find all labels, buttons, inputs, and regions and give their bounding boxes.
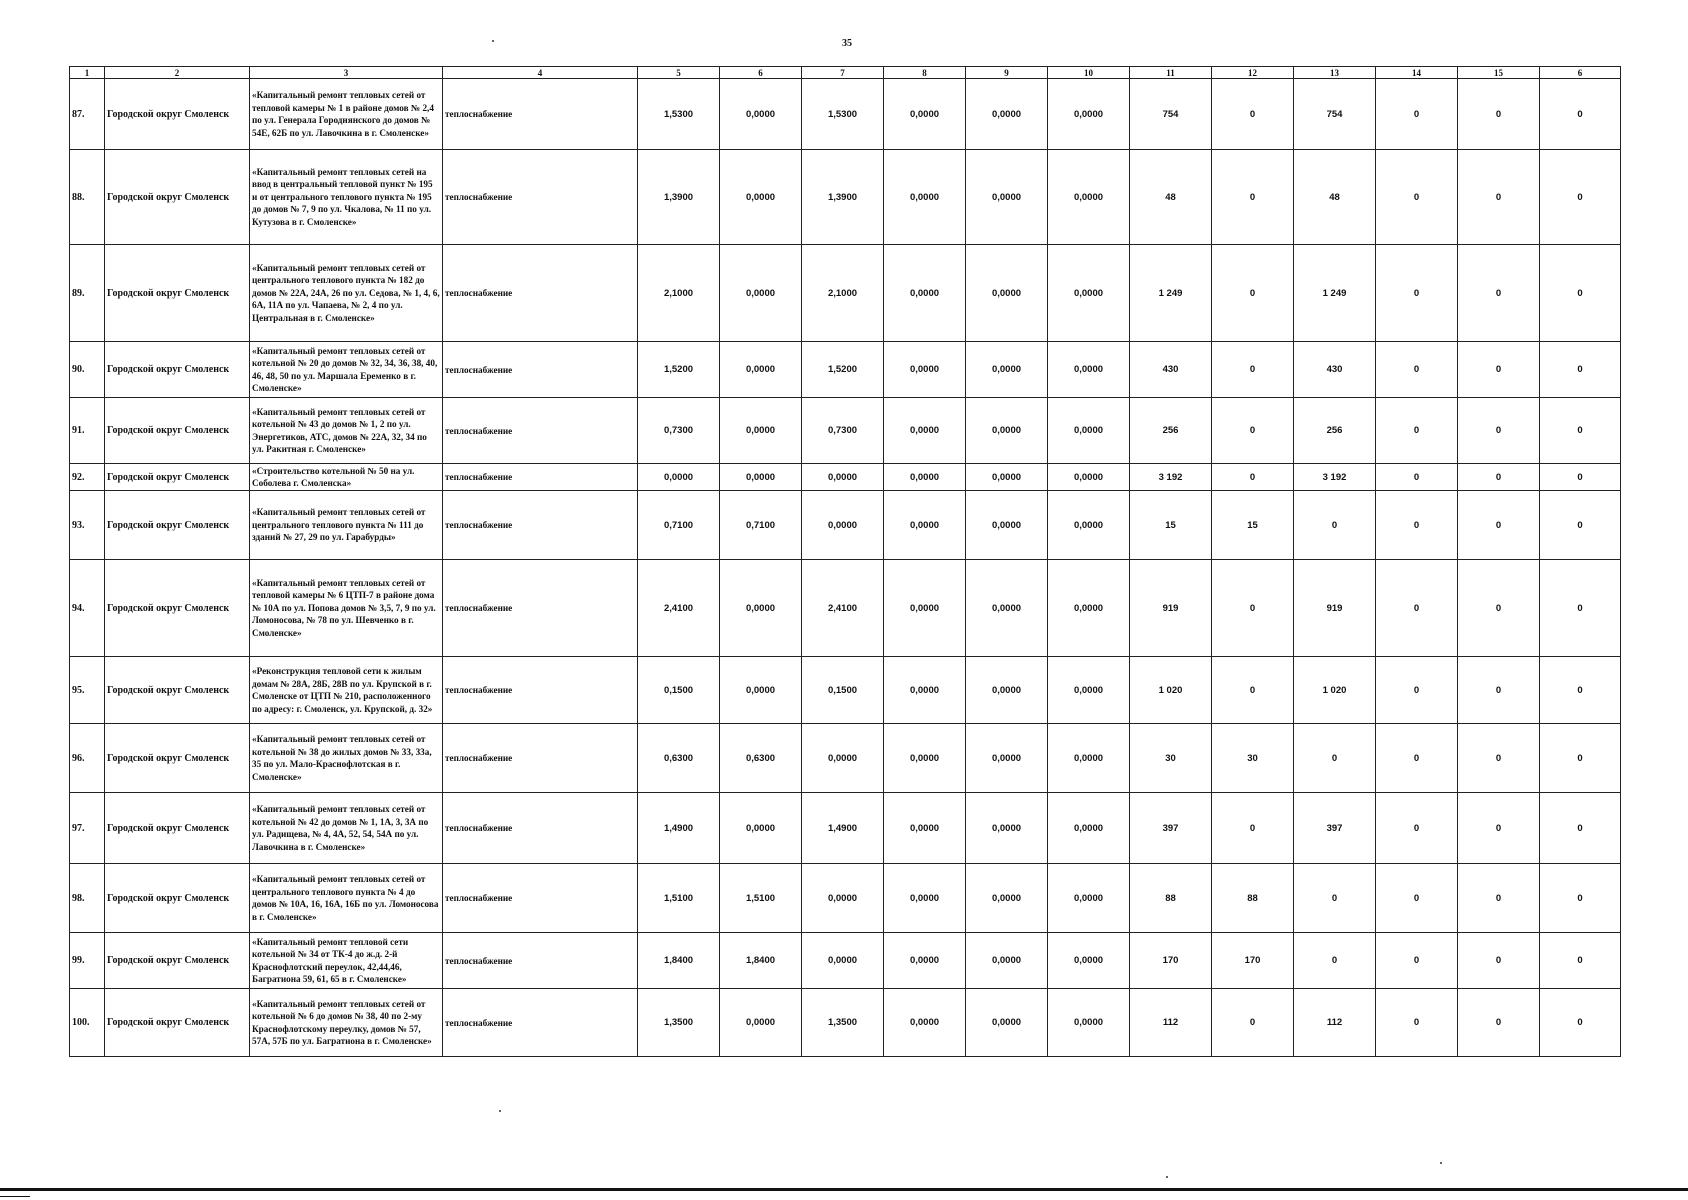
- value-cell: 0,0000: [966, 398, 1048, 464]
- project-name-cell: «Капитальный ремонт тепловых сетей от котельной № 42 до домов № 1, 1А, 3, 3А по ул. Радищева, № 4, 4А, 52, 54, 54А по ул. Лавочкина в г. Смоленске»: [250, 793, 443, 864]
- column-header: 7: [802, 67, 884, 79]
- value-cell: 0,0000: [966, 933, 1048, 989]
- value-cell: 0: [1540, 933, 1621, 989]
- value-cell: 0: [1458, 560, 1540, 657]
- value-cell: 0,7100: [638, 491, 720, 560]
- value-cell: 0,0000: [1048, 560, 1130, 657]
- value-cell: 0,0000: [1048, 657, 1130, 724]
- value-cell: 1,4900: [802, 793, 884, 864]
- table-row: [70, 560, 1621, 657]
- project-name-cell: «Капитальный ремонт тепловых сетей от центрального теплового пункта № 182 до домов № 22А, 24А, 26 по ул. Седова, № 1, 4, 6, 6А, 11А по ул. Чапаева, № 2, 4 по ул. Центральная в г. Смоленске»: [250, 245, 443, 342]
- value-cell: 0,0000: [1048, 724, 1130, 793]
- value-cell: 0,0000: [1048, 793, 1130, 864]
- sector-cell: теплоснабжение: [443, 79, 638, 150]
- row-number: 95.: [70, 657, 105, 724]
- column-header: 8: [884, 67, 966, 79]
- value-cell: 0: [1212, 79, 1294, 150]
- column-header: 9: [966, 67, 1048, 79]
- value-cell: 112: [1130, 989, 1212, 1057]
- value-cell: 0,0000: [884, 398, 966, 464]
- value-cell: 0: [1212, 989, 1294, 1057]
- project-name-cell: «Капитальный ремонт тепловых сетей от тепловой камеры № 6 ЦТП-7 в районе дома № 10А по ул. Попова домов № 3,5, 7, 9 по ул. Ломоносова, № 78 по ул. Шевченко в г. Смоленске»: [250, 560, 443, 657]
- value-cell: 0,0000: [884, 657, 966, 724]
- value-cell: 30: [1130, 724, 1212, 793]
- value-cell: 919: [1294, 560, 1376, 657]
- sector-cell: теплоснабжение: [443, 989, 638, 1057]
- project-name-cell: «Капитальный ремонт тепловых сетей от котельной № 43 до домов № 1, 2 по ул. Энергетиков, АТС, домов № 22А, 32, 34 по ул. Ракитная г. Смоленске»: [250, 398, 443, 464]
- column-header: 4: [443, 67, 638, 79]
- value-cell: 0: [1294, 491, 1376, 560]
- bottom-rule: [0, 1188, 1688, 1191]
- value-cell: 1 020: [1130, 657, 1212, 724]
- table-body: [70, 79, 1621, 1057]
- bottom-rule-short: [0, 1196, 30, 1197]
- value-cell: 0,0000: [966, 657, 1048, 724]
- value-cell: 0: [1376, 79, 1458, 150]
- value-cell: 919: [1130, 560, 1212, 657]
- value-cell: 0,0000: [1048, 342, 1130, 398]
- row-number: 91.: [70, 398, 105, 464]
- sector-cell: теплоснабжение: [443, 464, 638, 491]
- project-name-cell: «Капитальный ремонт тепловых сетей от котельной № 38 до жилых домов № 33, 33а, 35 по ул. Мало-Краснофлотская в г. Смоленске»: [250, 724, 443, 793]
- value-cell: 1,5200: [638, 342, 720, 398]
- value-cell: 0: [1458, 150, 1540, 245]
- table-row: [70, 464, 1621, 491]
- table-row: [70, 79, 1621, 150]
- speck: [492, 40, 494, 42]
- project-name-cell: «Капитальный ремонт тепловых сетей от центрального теплового пункта № 111 до зданий № 27, 29 по ул. Гарабурды»: [250, 491, 443, 560]
- value-cell: 0,0000: [720, 79, 802, 150]
- project-name-cell: «Капитальный ремонт тепловых сетей от центрального теплового пункта № 4 до домов № 10А, 16, 16А, 16Б по ул. Ломоносова в г. Смоленске»: [250, 864, 443, 933]
- project-name-cell: «Капитальный ремонт тепловых сетей от котельной № 6 до домов № 38, 40 по 2-му Краснофлотскому переулку, домов № 57, 57А, 57Б по ул. Багратиона в г. Смоленске»: [250, 989, 443, 1057]
- municipality-cell: Городской округ Смоленск: [105, 245, 250, 342]
- value-cell: 0: [1458, 864, 1540, 933]
- value-cell: 2,4100: [802, 560, 884, 657]
- page-number: 35: [842, 38, 852, 49]
- row-number: 92.: [70, 464, 105, 491]
- value-cell: 0: [1540, 724, 1621, 793]
- value-cell: 0,0000: [966, 989, 1048, 1057]
- value-cell: 0,0000: [720, 398, 802, 464]
- table-row: [70, 864, 1621, 933]
- row-number: 100.: [70, 989, 105, 1057]
- value-cell: 0,7100: [720, 491, 802, 560]
- value-cell: 15: [1212, 491, 1294, 560]
- value-cell: 0,0000: [1048, 398, 1130, 464]
- value-cell: 0,0000: [720, 342, 802, 398]
- value-cell: 0: [1212, 150, 1294, 245]
- table-row: [70, 245, 1621, 342]
- value-cell: 0,0000: [802, 491, 884, 560]
- sector-cell: теплоснабжение: [443, 724, 638, 793]
- value-cell: 0,0000: [720, 560, 802, 657]
- value-cell: 0: [1376, 989, 1458, 1057]
- value-cell: 0: [1458, 398, 1540, 464]
- row-number: 99.: [70, 933, 105, 989]
- value-cell: 0,0000: [966, 560, 1048, 657]
- value-cell: 0: [1376, 342, 1458, 398]
- value-cell: 0,1500: [802, 657, 884, 724]
- value-cell: 0,0000: [1048, 491, 1130, 560]
- value-cell: 0,0000: [720, 657, 802, 724]
- column-header: 6: [1540, 67, 1621, 79]
- column-header: 13: [1294, 67, 1376, 79]
- column-header: 2: [105, 67, 250, 79]
- value-cell: 0,0000: [966, 245, 1048, 342]
- value-cell: 0: [1540, 560, 1621, 657]
- value-cell: 0: [1458, 342, 1540, 398]
- value-cell: 0: [1294, 864, 1376, 933]
- value-cell: 1,3500: [802, 989, 884, 1057]
- value-cell: 3 192: [1130, 464, 1212, 491]
- value-cell: 0,0000: [720, 464, 802, 491]
- value-cell: 397: [1294, 793, 1376, 864]
- value-cell: 0,0000: [802, 933, 884, 989]
- sector-cell: теплоснабжение: [443, 150, 638, 245]
- municipality-cell: Городской округ Смоленск: [105, 464, 250, 491]
- value-cell: 0,0000: [966, 342, 1048, 398]
- value-cell: 0: [1458, 245, 1540, 342]
- value-cell: 0: [1540, 793, 1621, 864]
- value-cell: 0,0000: [884, 342, 966, 398]
- value-cell: 0: [1540, 398, 1621, 464]
- municipality-cell: Городской округ Смоленск: [105, 398, 250, 464]
- value-cell: 0: [1376, 398, 1458, 464]
- value-cell: 0: [1540, 245, 1621, 342]
- value-cell: 1,8400: [720, 933, 802, 989]
- value-cell: 0: [1212, 342, 1294, 398]
- value-cell: 1 020: [1294, 657, 1376, 724]
- value-cell: 0,0000: [1048, 245, 1130, 342]
- value-cell: 0,0000: [720, 793, 802, 864]
- project-name-cell: «Строительство котельной № 50 на ул. Соболева г. Смоленска»: [250, 464, 443, 491]
- value-cell: 0: [1212, 398, 1294, 464]
- table-row: [70, 657, 1621, 724]
- value-cell: 0: [1212, 793, 1294, 864]
- project-name-cell: «Капитальный ремонт тепловых сетей на ввод в центральный тепловой пункт № 195 и от центрального теплового пункта № 195 до домов № 7, 9 по ул. Чкалова, № 11 по ул. Кутузова в г. Смоленске»: [250, 150, 443, 245]
- value-cell: 0,0000: [966, 464, 1048, 491]
- value-cell: 0: [1458, 989, 1540, 1057]
- row-number: 89.: [70, 245, 105, 342]
- value-cell: 170: [1212, 933, 1294, 989]
- value-cell: 430: [1294, 342, 1376, 398]
- municipality-cell: Городской округ Смоленск: [105, 560, 250, 657]
- municipality-cell: Городской округ Смоленск: [105, 724, 250, 793]
- value-cell: 1 249: [1294, 245, 1376, 342]
- municipality-cell: Городской округ Смоленск: [105, 933, 250, 989]
- project-name-cell: «Капитальный ремонт тепловых сетей от тепловой камеры № 1 в районе домов № 2,4 по ул. Генерала Городнянского до домов № 54Е, 62Б по ул. Лавочкина в г. Смоленске»: [250, 79, 443, 150]
- value-cell: 0: [1458, 491, 1540, 560]
- column-header: 6: [720, 67, 802, 79]
- value-cell: 1 249: [1130, 245, 1212, 342]
- value-cell: 112: [1294, 989, 1376, 1057]
- value-cell: 0,0000: [966, 724, 1048, 793]
- value-cell: 48: [1130, 150, 1212, 245]
- value-cell: 0,0000: [966, 150, 1048, 245]
- value-cell: 0: [1540, 150, 1621, 245]
- value-cell: 1,8400: [638, 933, 720, 989]
- row-number: 94.: [70, 560, 105, 657]
- value-cell: 0,0000: [884, 793, 966, 864]
- table-row: [70, 933, 1621, 989]
- value-cell: 0: [1458, 933, 1540, 989]
- value-cell: 0: [1294, 724, 1376, 793]
- value-cell: 0: [1212, 560, 1294, 657]
- column-header: 15: [1458, 67, 1540, 79]
- value-cell: 0: [1458, 657, 1540, 724]
- row-number: 97.: [70, 793, 105, 864]
- municipality-cell: Городской округ Смоленск: [105, 491, 250, 560]
- value-cell: 256: [1130, 398, 1212, 464]
- project-name-cell: «Капитальный ремонт тепловой сети котельной № 34 от ТК-4 до ж.д. 2-й Краснофлотский переулок, 42,44,46, Багратиона 59, 61, 65 в г. Смоленске»: [250, 933, 443, 989]
- value-cell: 0: [1540, 657, 1621, 724]
- value-cell: 1,5300: [638, 79, 720, 150]
- value-cell: 2,1000: [802, 245, 884, 342]
- value-cell: 0: [1376, 491, 1458, 560]
- sector-cell: теплоснабжение: [443, 864, 638, 933]
- value-cell: 3 192: [1294, 464, 1376, 491]
- value-cell: 2,4100: [638, 560, 720, 657]
- value-cell: 754: [1294, 79, 1376, 150]
- value-cell: 0,0000: [884, 150, 966, 245]
- table-row: [70, 793, 1621, 864]
- value-cell: 0,0000: [1048, 989, 1130, 1057]
- value-cell: 0: [1294, 933, 1376, 989]
- value-cell: 0,0000: [966, 79, 1048, 150]
- sector-cell: теплоснабжение: [443, 245, 638, 342]
- value-cell: 0,0000: [884, 79, 966, 150]
- value-cell: 0: [1540, 491, 1621, 560]
- value-cell: 88: [1212, 864, 1294, 933]
- municipality-cell: Городской округ Смоленск: [105, 150, 250, 245]
- value-cell: 0,1500: [638, 657, 720, 724]
- table-row: [70, 989, 1621, 1057]
- value-cell: 0: [1376, 724, 1458, 793]
- row-number: 93.: [70, 491, 105, 560]
- value-cell: 0,0000: [884, 864, 966, 933]
- value-cell: 0,0000: [884, 245, 966, 342]
- column-header: 10: [1048, 67, 1130, 79]
- project-name-cell: «Капитальный ремонт тепловых сетей от котельной № 20 до домов № 32, 34, 36, 38, 40, 46, 48, 50 по ул. Маршала Еременко в г. Смоленске»: [250, 342, 443, 398]
- speck: [1166, 1176, 1168, 1178]
- value-cell: 1,3500: [638, 989, 720, 1057]
- sector-cell: теплоснабжение: [443, 933, 638, 989]
- value-cell: 1,5300: [802, 79, 884, 150]
- sector-cell: теплоснабжение: [443, 342, 638, 398]
- value-cell: 1,5100: [638, 864, 720, 933]
- value-cell: 0: [1376, 245, 1458, 342]
- sector-cell: теплоснабжение: [443, 491, 638, 560]
- value-cell: 0,0000: [884, 989, 966, 1057]
- row-number: 90.: [70, 342, 105, 398]
- value-cell: 0: [1376, 150, 1458, 245]
- value-cell: 0,0000: [966, 864, 1048, 933]
- row-number: 87.: [70, 79, 105, 150]
- value-cell: 0,0000: [1048, 933, 1130, 989]
- value-cell: 1,5200: [802, 342, 884, 398]
- value-cell: 0,0000: [720, 150, 802, 245]
- municipality-cell: Городской округ Смоленск: [105, 989, 250, 1057]
- value-cell: 0,0000: [884, 464, 966, 491]
- value-cell: 0,0000: [802, 464, 884, 491]
- value-cell: 1,5100: [720, 864, 802, 933]
- value-cell: 0,0000: [1048, 864, 1130, 933]
- value-cell: 0,0000: [1048, 150, 1130, 245]
- value-cell: 1,4900: [638, 793, 720, 864]
- value-cell: 0,0000: [802, 864, 884, 933]
- sector-cell: теплоснабжение: [443, 560, 638, 657]
- value-cell: 0: [1212, 245, 1294, 342]
- column-header: 12: [1212, 67, 1294, 79]
- municipality-cell: Городской округ Смоленск: [105, 864, 250, 933]
- value-cell: 0,6300: [720, 724, 802, 793]
- table-row: [70, 342, 1621, 398]
- value-cell: 0: [1376, 657, 1458, 724]
- value-cell: 0: [1458, 793, 1540, 864]
- value-cell: 0,0000: [966, 491, 1048, 560]
- value-cell: 0: [1376, 793, 1458, 864]
- project-name-cell: «Реконструкция тепловой сети к жилым домам № 28А, 28Б, 28В по ул. Крупской в г. Смоленске от ЦТП № 210, расположенного по адресу: г. Смоленск, ул. Крупской, д. 32»: [250, 657, 443, 724]
- row-number: 88.: [70, 150, 105, 245]
- municipality-cell: Городской округ Смоленск: [105, 342, 250, 398]
- value-cell: 0: [1212, 464, 1294, 491]
- value-cell: 0: [1376, 933, 1458, 989]
- value-cell: 15: [1130, 491, 1212, 560]
- column-header: 14: [1376, 67, 1458, 79]
- value-cell: 0: [1376, 864, 1458, 933]
- value-cell: 0: [1212, 657, 1294, 724]
- data-table: [69, 66, 1621, 1057]
- value-cell: 0,0000: [884, 933, 966, 989]
- value-cell: 0: [1540, 464, 1621, 491]
- value-cell: 88: [1130, 864, 1212, 933]
- column-header: 3: [250, 67, 443, 79]
- sector-cell: теплоснабжение: [443, 657, 638, 724]
- row-number: 96.: [70, 724, 105, 793]
- municipality-cell: Городской округ Смоленск: [105, 79, 250, 150]
- value-cell: 0: [1458, 464, 1540, 491]
- value-cell: 1,3900: [638, 150, 720, 245]
- value-cell: 0,0000: [884, 491, 966, 560]
- table-row: [70, 398, 1621, 464]
- speck: [1440, 1162, 1442, 1164]
- value-cell: 0,7300: [802, 398, 884, 464]
- speck: [499, 1110, 501, 1112]
- value-cell: 48: [1294, 150, 1376, 245]
- value-cell: 0,0000: [638, 464, 720, 491]
- municipality-cell: Городской округ Смоленск: [105, 793, 250, 864]
- table-row: [70, 150, 1621, 245]
- column-header: 1: [70, 67, 105, 79]
- sector-cell: теплоснабжение: [443, 793, 638, 864]
- value-cell: 30: [1212, 724, 1294, 793]
- value-cell: 0: [1458, 79, 1540, 150]
- value-cell: 397: [1130, 793, 1212, 864]
- value-cell: 0,0000: [884, 560, 966, 657]
- value-cell: 0,0000: [802, 724, 884, 793]
- value-cell: 2,1000: [638, 245, 720, 342]
- value-cell: 0,0000: [1048, 79, 1130, 150]
- row-number: 98.: [70, 864, 105, 933]
- value-cell: 0: [1540, 342, 1621, 398]
- value-cell: 0: [1540, 989, 1621, 1057]
- value-cell: 256: [1294, 398, 1376, 464]
- value-cell: 0: [1540, 79, 1621, 150]
- value-cell: 170: [1130, 933, 1212, 989]
- header-row: [70, 67, 1621, 79]
- value-cell: 0: [1376, 560, 1458, 657]
- value-cell: 0,0000: [966, 793, 1048, 864]
- column-header: 5: [638, 67, 720, 79]
- value-cell: 0: [1540, 864, 1621, 933]
- municipality-cell: Городской округ Смоленск: [105, 657, 250, 724]
- value-cell: 0,6300: [638, 724, 720, 793]
- value-cell: 0,0000: [1048, 464, 1130, 491]
- table-row: [70, 724, 1621, 793]
- value-cell: 0: [1376, 464, 1458, 491]
- value-cell: 0,7300: [638, 398, 720, 464]
- column-header: 11: [1130, 67, 1212, 79]
- value-cell: 0: [1458, 724, 1540, 793]
- value-cell: 0,0000: [720, 245, 802, 342]
- value-cell: 754: [1130, 79, 1212, 150]
- table-row: [70, 491, 1621, 560]
- value-cell: 0,0000: [720, 989, 802, 1057]
- value-cell: 430: [1130, 342, 1212, 398]
- sector-cell: теплоснабжение: [443, 398, 638, 464]
- value-cell: 0,0000: [884, 724, 966, 793]
- value-cell: 1,3900: [802, 150, 884, 245]
